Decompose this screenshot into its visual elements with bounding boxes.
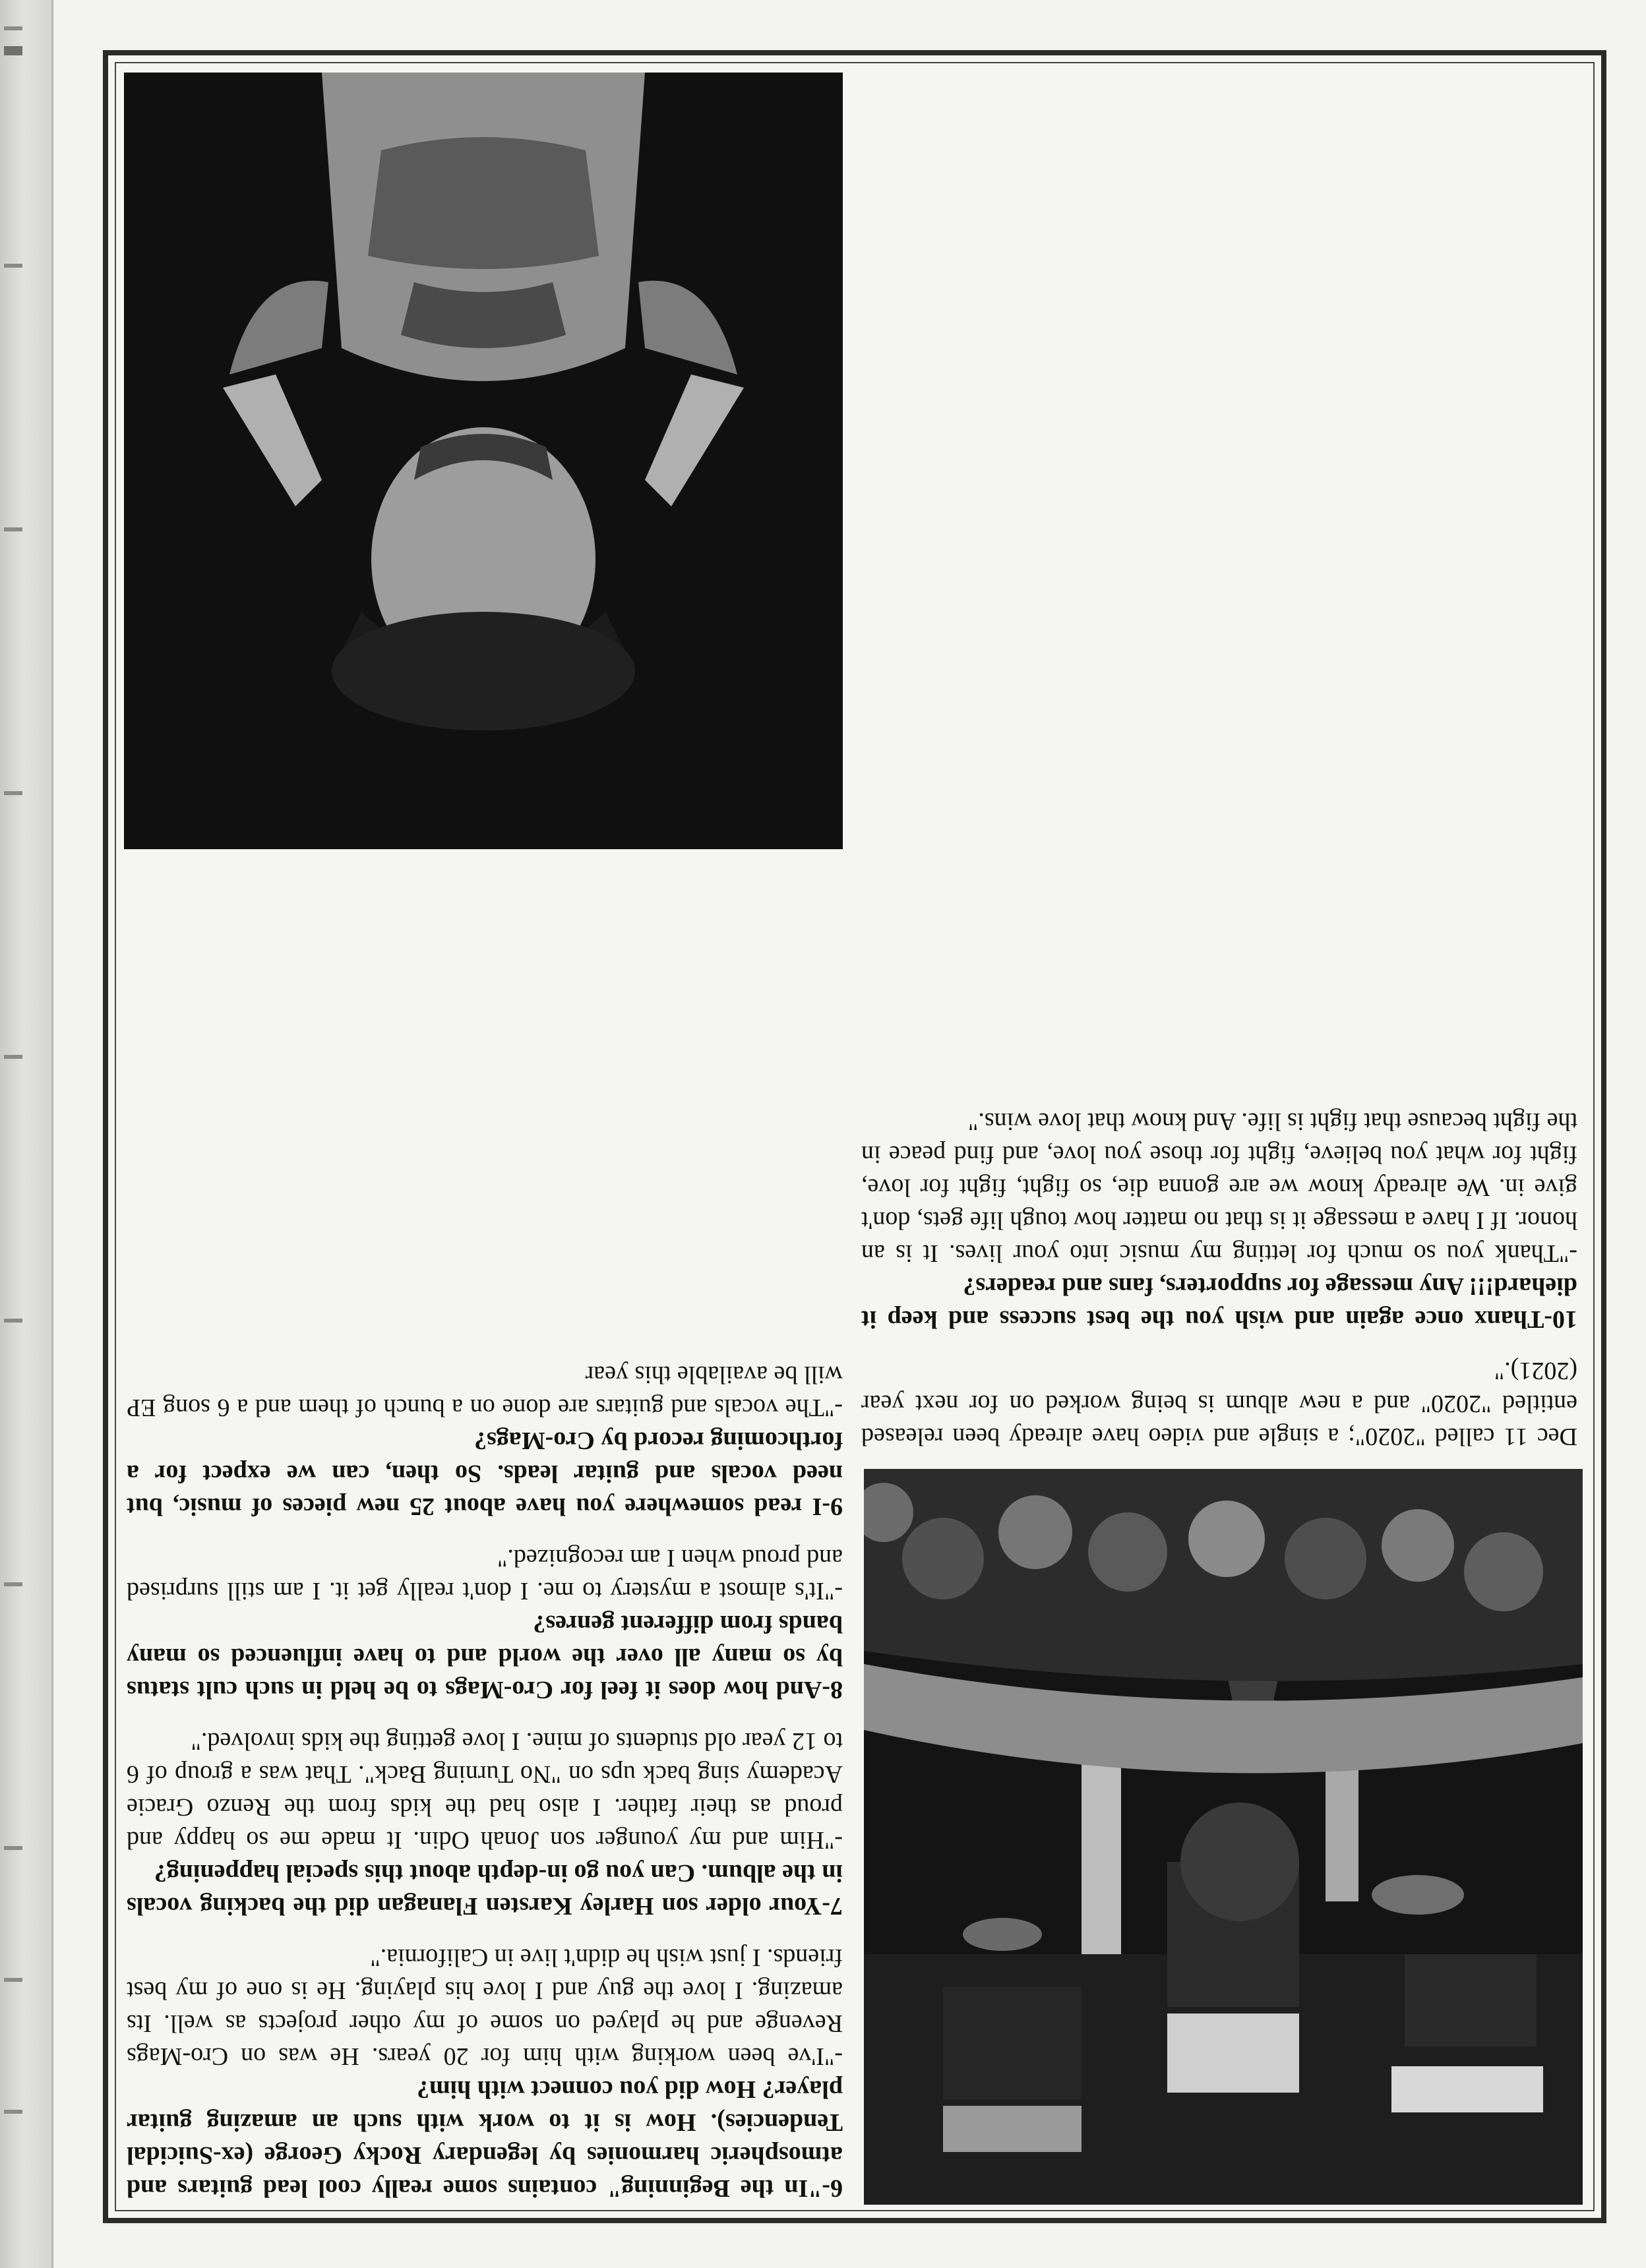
- question-10: 10-Thanx once again and wish you the best success and keep it diehard!!! Any message for supporters, fans and readers?: [861, 1272, 1577, 1333]
- concert-photo: [864, 1469, 1583, 2205]
- answer-9-continued: Dec 11 called "2020"; a single and video have already been released entitled "2020" and a new album is being worked on for next year (2021).": [861, 1357, 1577, 1450]
- answer-6: -"I've been working with him for 20 years. He was on Cro-Mags Revenge and he played on some of my other projects as well. Its amazing. I love the guy and I love his playing. He is one of my best friends. I just wish he didn't live in California.": [127, 1944, 843, 2070]
- question-7-block: [127, 1725, 843, 1923]
- answer-8: -"It's almost a mystery to me. I don't really get it. I am still surprised and proud when I am recognized.": [127, 1544, 843, 1605]
- question-6: 6-"In the Beginning" contains some really cool lead guitars and atmospheric harmonies by legendary Rocky George (ex-Suicidal Tendencies). How is it to work with such an amazing guitar player? How did you connect with him?: [127, 2075, 843, 2202]
- question-7: 7-Your older son Harley Karsten Flanagan did the backing vocals in the album. Can you go in-depth about this special happening?: [127, 1859, 843, 1920]
- question-9: 9-I read somewhere you have about 25 new pieces of music, but need vocals and guitar leads. So then, can we expect for a forthcoming record by Cro-Mags?: [127, 1427, 843, 1520]
- answer-9: -"The vocals and guitars are done on a bunch of them and a 6 song EP will be available this year: [127, 1361, 843, 1421]
- answer-10: -"Thank you so much for letting my music into your lives. It is an honor. If I have a message it is that no matter how tough life gets, don't give in. We already know we are gonna die, so fight, fight for love, fight for what you believe, fight for those you love, and find peace in the fight because that fight is life. And know that love wins.": [861, 1108, 1577, 1267]
- answer-7: -"Him and my younger son Jonah Odin. It made me so happy and proud as their father. I also had the kids from the Renzo Gracie Academy sing back ups on "No Turning Back". That was a group of 6 to 12 year old students of mine. I love getting the kids involved.": [127, 1727, 843, 1854]
- page-frame: [103, 50, 1606, 2223]
- question-9-block: [127, 1358, 843, 1523]
- question-10-block: [861, 1105, 1577, 1336]
- portrait-photo: [124, 73, 843, 849]
- question-8-block: [127, 1541, 843, 1706]
- question-8: 8-And how does it feel for Cro-Mags to be held in such cult status by so many all over the world and to have influenced so many bands from different genres?: [127, 1610, 843, 1704]
- question-6-block: [127, 1941, 843, 2205]
- article-column-right: [127, 1340, 843, 2205]
- article-column-left: [861, 1087, 1577, 1453]
